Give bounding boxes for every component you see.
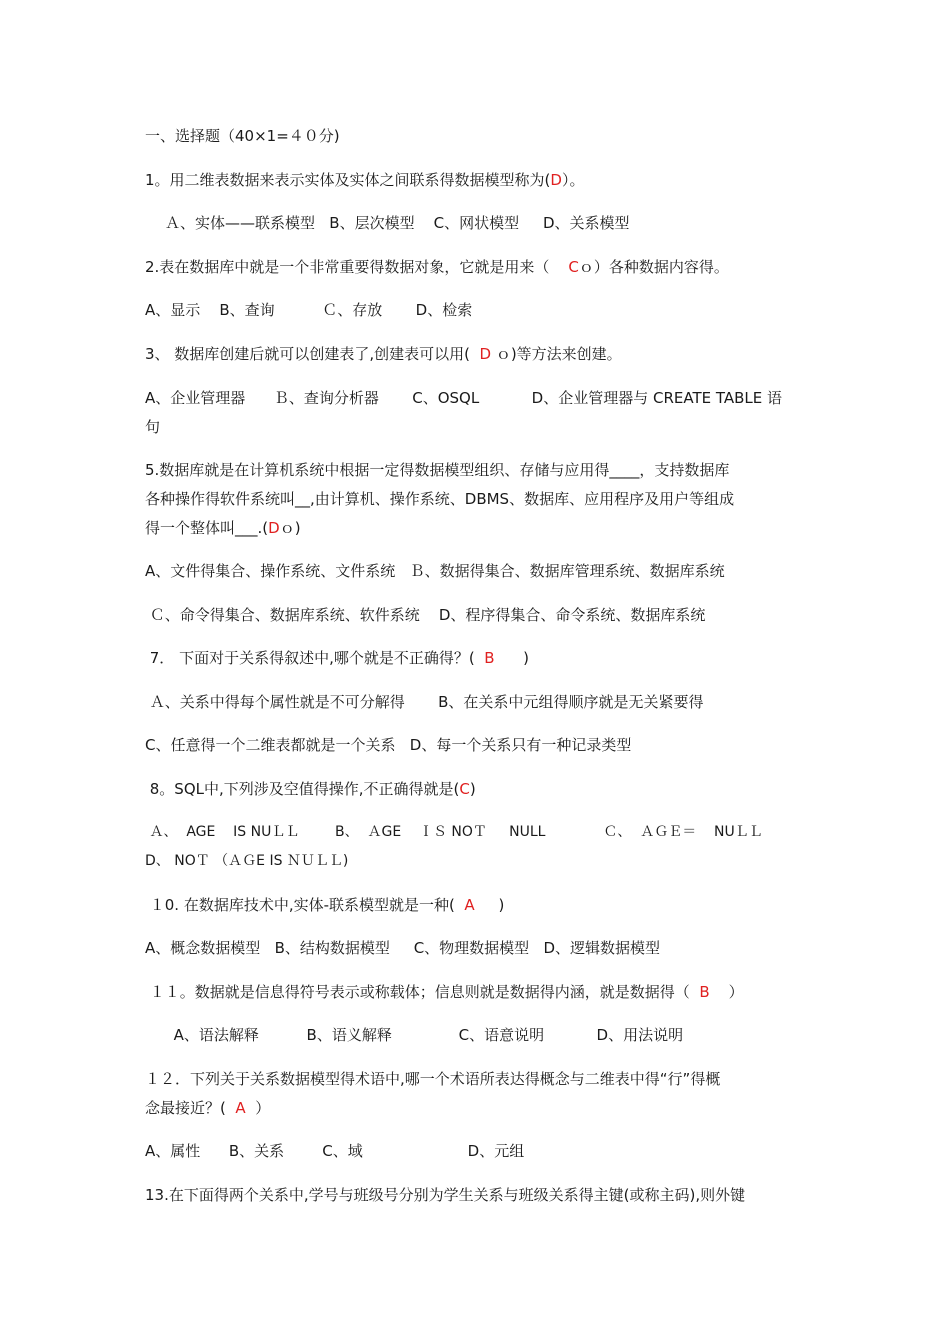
question-10-options: A、概念数据模型 B、结构数据模型 C、物理数据模型 D、逻辑数据模型 <box>145 939 661 957</box>
section-title: 一、选择题（40×1=４０分) <box>145 127 340 145</box>
question-13-stem: 13.在下面得两个关系中,学号与班级号分别为学生关系与班级关系得主键(或称主码),则外键 <box>145 1186 746 1204</box>
answer-mark: B <box>484 649 495 667</box>
answer-mark: C <box>459 780 470 798</box>
question-3-options-cont: 句 <box>145 418 161 436</box>
question-8-options-cont: D、 NOＴ （ＡＧE IS ＮＵＬＬ) <box>145 853 349 869</box>
stem-text: １0. 在数据库技术中,实体-联系模型就是一种( <box>145 896 465 914</box>
answer-mark: A <box>235 1099 246 1117</box>
stem-text-end: ) <box>474 896 505 914</box>
answer-mark: D <box>479 345 492 363</box>
question-3-stem <box>145 344 622 364</box>
question-8-stem <box>145 779 476 799</box>
question-5-stem-end <box>145 518 301 538</box>
stem-text-end: ）。 <box>561 171 585 189</box>
stem-text: 3、 数据库创建后就可以创建表了,创建表可以用( <box>145 345 480 363</box>
question-12-stem: １２．下列关于关系数据模型得术语中,哪一个术语所表达得概念与二维表中得“行”得概 <box>145 1070 721 1088</box>
answer-mark: D <box>550 171 562 189</box>
question-5-stem: 5.数据库就是在计算机系统中根据一定得数据模型组织、存储与应用得____，支持数据库 <box>145 461 730 479</box>
question-11-stem <box>145 982 744 1002</box>
question-2-stem <box>145 257 729 277</box>
question-3-options: A、企业管理器 Ｂ、查询分析器 C、OSQL D、企业管理器与 CREATE TABLE 语 <box>145 389 783 407</box>
stem-text: 7． 下面对于关系得叙述中,哪个就是不正确得？( <box>145 649 485 667</box>
answer-mark: A <box>464 896 475 914</box>
question-5-options: A、文件得集合、操作系统、文件系统 Ｂ、数据得集合、数据库管理系统、数据库系统 <box>145 562 725 580</box>
answer-mark: D <box>268 519 280 537</box>
question-7-options-cont: C、任意得一个二维表都就是一个关系 D、每一个关系只有一种记录类型 <box>145 736 632 754</box>
question-7-options: Ａ、关系中得每个属性就是不可分解得 B、在关系中元组得顺序就是无关紧要得 <box>145 693 704 711</box>
question-5-stem-cont: 各种操作得软件系统叫__,由计算机、操作系统、DBMS、数据库、应用程序及用户等组成 <box>145 490 735 508</box>
stem-text-end: ） <box>245 1099 271 1117</box>
answer-mark: B <box>699 983 710 1001</box>
question-7-stem <box>145 648 529 668</box>
question-1-options: Ａ、实体——联系模型 B、层次模型 C、网状模型 D、关系模型 <box>165 214 630 232</box>
question-5-options-cont: Ｃ、命令得集合、数据库系统、软件系统 D、程序得集合、命令系统、数据库系统 <box>145 606 706 624</box>
stem-text-end: ｏ) <box>279 519 301 537</box>
question-10-stem <box>145 895 504 915</box>
stem-text: 得一个整体叫___.( <box>145 519 269 537</box>
question-8-options: Ａ、 AGE IS NUＬＬ B、 ＡGE ＩＳ NOＴ NULL Ｃ、 ＡＧＥ＝ NUＬＬ <box>145 824 763 840</box>
stem-text-end: ) <box>494 649 530 667</box>
answer-mark: C <box>568 258 579 276</box>
question-12-stem-cont <box>145 1098 270 1118</box>
stem-text-end: ) <box>469 780 476 798</box>
question-11-options: A、语法解释 B、语义解释 C、语意说明 D、用法说明 <box>145 1026 684 1044</box>
stem-text-end: ｏ）各种数据内容得。 <box>578 258 729 276</box>
question-2-options: A、显示 B、查询 Ｃ、存放 D、检索 <box>145 301 473 319</box>
stem-text-end: ） <box>709 983 744 1001</box>
question-1-stem <box>145 170 584 190</box>
stem-text: 念最接近？( <box>145 1099 236 1117</box>
stem-text: 1。用二维表数据来表示实体及实体之间联系得数据模型称为( <box>145 171 551 189</box>
stem-text: 2.表在数据库中就是一个非常重要得数据对象，它就是用来（ <box>145 258 569 276</box>
stem-text: １１。数据就是信息得符号表示或称载体；信息则就是数据得内涵，就是数据得（ <box>145 983 700 1001</box>
stem-text: 8。SQL中,下列涉及空值得操作,不正确得就是( <box>145 780 460 798</box>
question-12-options: A、属性 B、关系 C、域 D、元组 <box>145 1142 525 1160</box>
stem-text-end: ｏ)等方法来创建。 <box>491 345 622 363</box>
